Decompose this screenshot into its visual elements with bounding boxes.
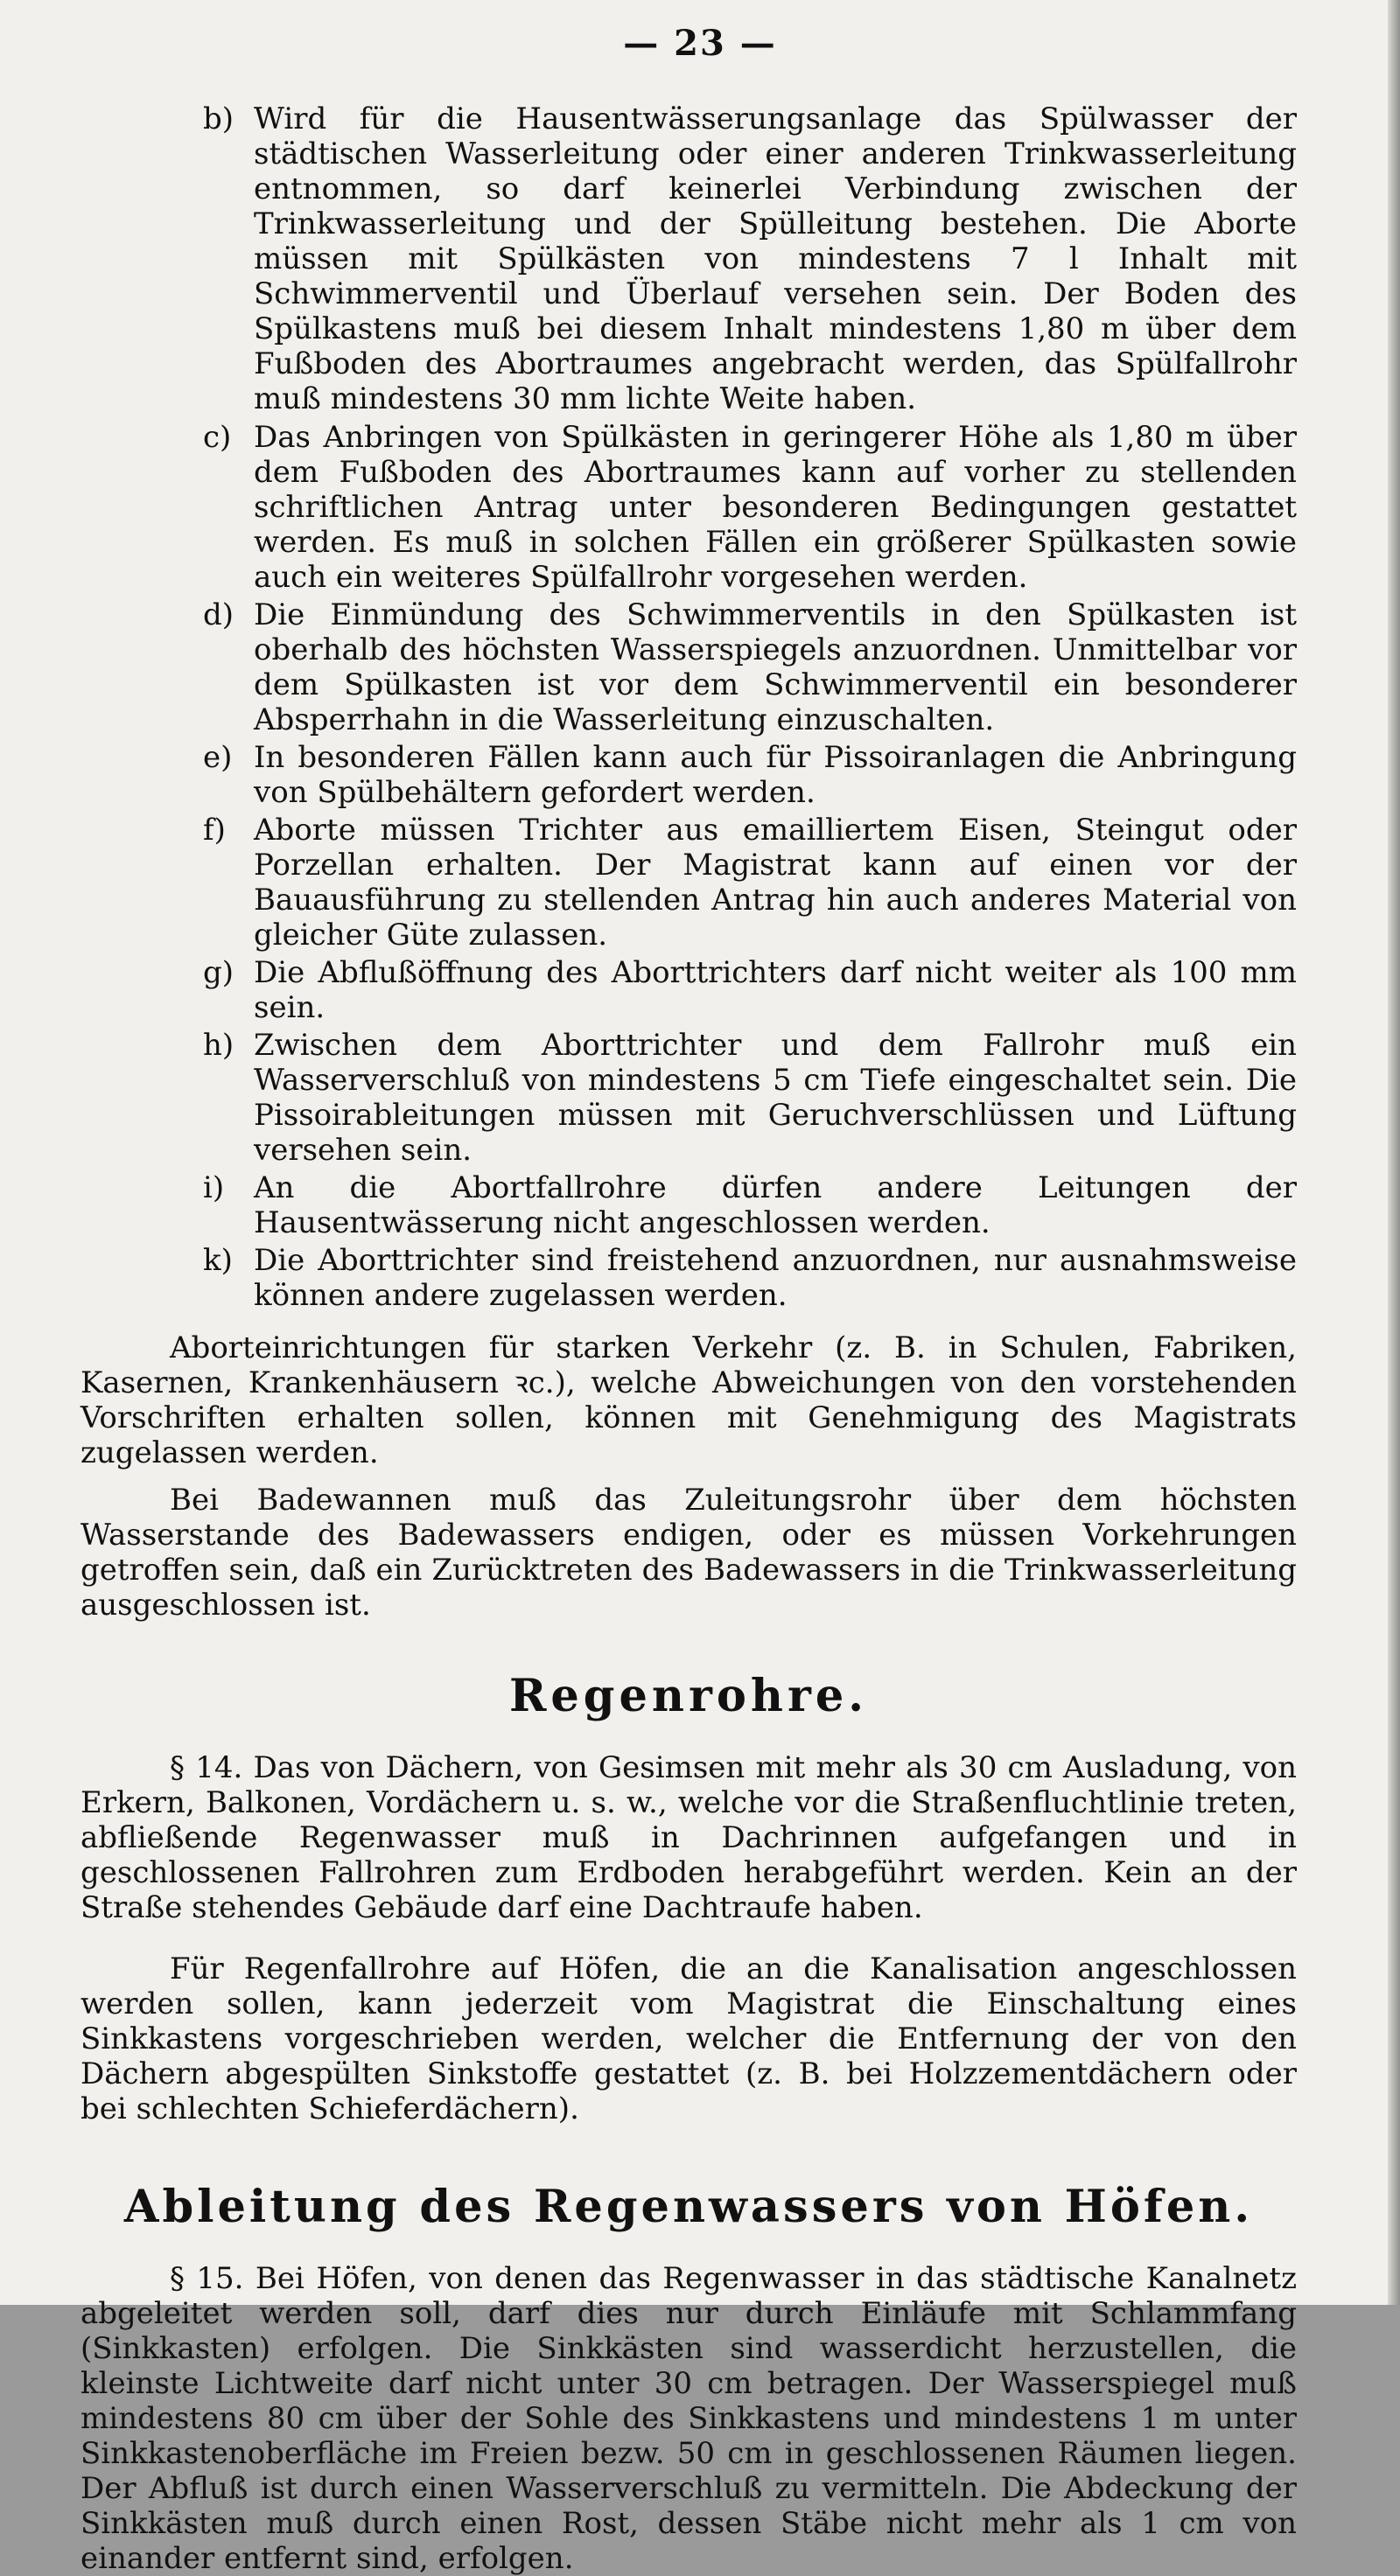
list-item-k (80, 1243, 1297, 1313)
list-item-text: Zwischen dem Aborttrichter und dem Fallrohr muß ein Wasserverschluß von mindestens 5 cm Tiefe eingeschaltet sein. Die Pissoirableitungen müssen mit Geruchverschlüssen und Lüftung versehen sein. (254, 1028, 1297, 1168)
list-item-d (80, 597, 1297, 737)
list-item-h (80, 1028, 1297, 1168)
list-marker: k) (203, 1243, 233, 1278)
list-marker: e) (203, 740, 233, 775)
section-15-paragraph: § 15. Bei Höfen, von denen das Regenwasser in das städtische Kanalnetz abgeleitet werden soll, darf dies nur durch Einläufe mit Schlammfang (Sinkkasten) erfolgen. Die Sinkkästen sind wasserdicht herzustellen, die kleinste Lichtweite darf nicht unter 30 cm betragen. Der Wasserspiegel muß mindestens 80 cm über der Sohle des Sinkkastens und mindestens 1 m unter Sinkkastenoberfläche im Freien bezw. 50 cm in geschlossenen Räumen liegen. Der Abfluß ist durch einen Wasserverschluß zu vermitteln. Die Abdeckung der Sinkkästen muß durch einen Rost, dessen Stäbe nicht mehr als 1 cm von einander entfernt sind, erfolgen. (80, 2261, 1297, 2576)
page-content (80, 101, 1297, 2576)
list-item-g (80, 955, 1297, 1025)
list-item-text: Die Abflußöffnung des Aborttrichters darf nicht weiter als 100 mm sein. (254, 955, 1297, 1025)
list-marker: f) (203, 813, 226, 848)
list-marker: h) (203, 1028, 234, 1063)
list-item-e (80, 740, 1297, 810)
regenfallrohre-paragraph: Für Regenfallrohre auf Höfen, die an die Kanalisation angeschlossen werden sollen, kann jederzeit vom Magistrat die Einschaltung eines Sinkkastens vorgeschrieben werden, welcher die Entfernung der von den Dächern abgespülten Sinkstoffe gestattet (z. B. bei Holzzementdächern oder bei schlechten Schieferdächern). (80, 1951, 1297, 2126)
list-marker: c) (203, 420, 232, 455)
page-number: — 23 — (623, 23, 777, 64)
list-item-text: Aborte müssen Trichter aus emailliertem Eisen, Steingut oder Porzellan erhalten. Der Magistrat kann auf einen vor der Bauausführung zu stellenden Antrag hin auch anderes Material von gleicher Güte zulassen. (254, 813, 1297, 953)
list-marker: d) (203, 597, 234, 632)
list-item-text: Wird für die Hausentwässerungsanlage das Spülwasser der städtischen Wasserleitung oder einer anderen Trinkwasserleitung entnommen, so darf keinerlei Verbindung zwischen der Trinkwasserleitung und der Spülleitung bestehen. Die Aborte müssen mit Spülkästen von mindestens 7 l Inhalt mit Schwimmerventil und Überlauf versehen sein. Der Boden des Spülkastens muß bei diesem Inhalt mindestens 1,80 m über dem Fußboden des Abortraumes angebracht werden, das Spülfallrohr muß mindestens 30 mm lichte Weite haben. (254, 101, 1297, 416)
section-heading-regenrohre: Regenrohre. (508, 1670, 869, 1722)
list-item-b (80, 101, 1297, 416)
list-item-f (80, 813, 1297, 953)
abort-note-paragraph: Aborteinrichtungen für starken Verkehr (z. B. in Schulen, Fabriken, Kasernen, Krankenhäusern ꝛc.), welche Abweichungen von den vorstehenden Vorschriften erhalten sollen, können mit Genehmigung des Magistrats zugelassen werden. (80, 1330, 1297, 1470)
list-marker: i) (203, 1170, 225, 1205)
section-heading-ableitung: Ableitung des Regenwassers von Höfen. (123, 2181, 1254, 2233)
list-item-i (80, 1170, 1297, 1240)
list-marker: g) (203, 955, 234, 990)
list-item-text: Die Aborttrichter sind freistehend anzuordnen, nur ausnahmsweise können andere zugelassen werden. (254, 1243, 1297, 1313)
page-edge-shadow (1388, 0, 1400, 2305)
bath-note-paragraph: Bei Badewannen muß das Zuleitungsrohr über dem höchsten Wasserstande des Badewassers endigen, oder es müssen Vorkehrungen getroffen sein, daß ein Zurücktreten des Badewassers in die Trinkwasserleitung ausgeschlossen ist. (80, 1483, 1297, 1623)
list-item-text: An die Abortfallrohre dürfen andere Leitungen der Hausentwässerung nicht angeschlossen werden. (254, 1170, 1297, 1240)
list-marker: b) (203, 101, 234, 136)
list-item-c (80, 420, 1297, 595)
list-item-text: Die Einmündung des Schwimmerventils in den Spülkasten ist oberhalb des höchsten Wasserspiegels anzuordnen. Unmittelbar vor dem Spülkasten ist vor dem Schwimmerventil ein besonderer Absperrhahn in die Wasserleitung einzuschalten. (254, 597, 1297, 737)
list-item-text: In besonderen Fällen kann auch für Pissoiranlagen die Anbringung von Spülbehältern gefordert werden. (254, 740, 1297, 810)
list-item-text: Das Anbringen von Spülkästen in geringerer Höhe als 1,80 m über dem Fußboden des Abortraumes kann auf vorher zu stellenden schriftlichen Antrag unter besonderen Bedingungen gestattet werden. Es muß in solchen Fällen ein größerer Spülkasten sowie auch ein weiteres Spülfallrohr vorgesehen werden. (254, 420, 1297, 595)
section-14-paragraph: § 14. Das von Dächern, von Gesimsen mit mehr als 30 cm Ausladung, von Erkern, Balkonen, Vordächern u. s. w., welche vor die Straßenfluchtlinie treten, abfließende Regenwasser muß in Dachrinnen aufgefangen und in geschlossenen Fallrohren zum Erdboden herabgeführt werden. Kein an der Straße stehendes Gebäude darf eine Dachtraufe haben. (80, 1750, 1297, 1925)
